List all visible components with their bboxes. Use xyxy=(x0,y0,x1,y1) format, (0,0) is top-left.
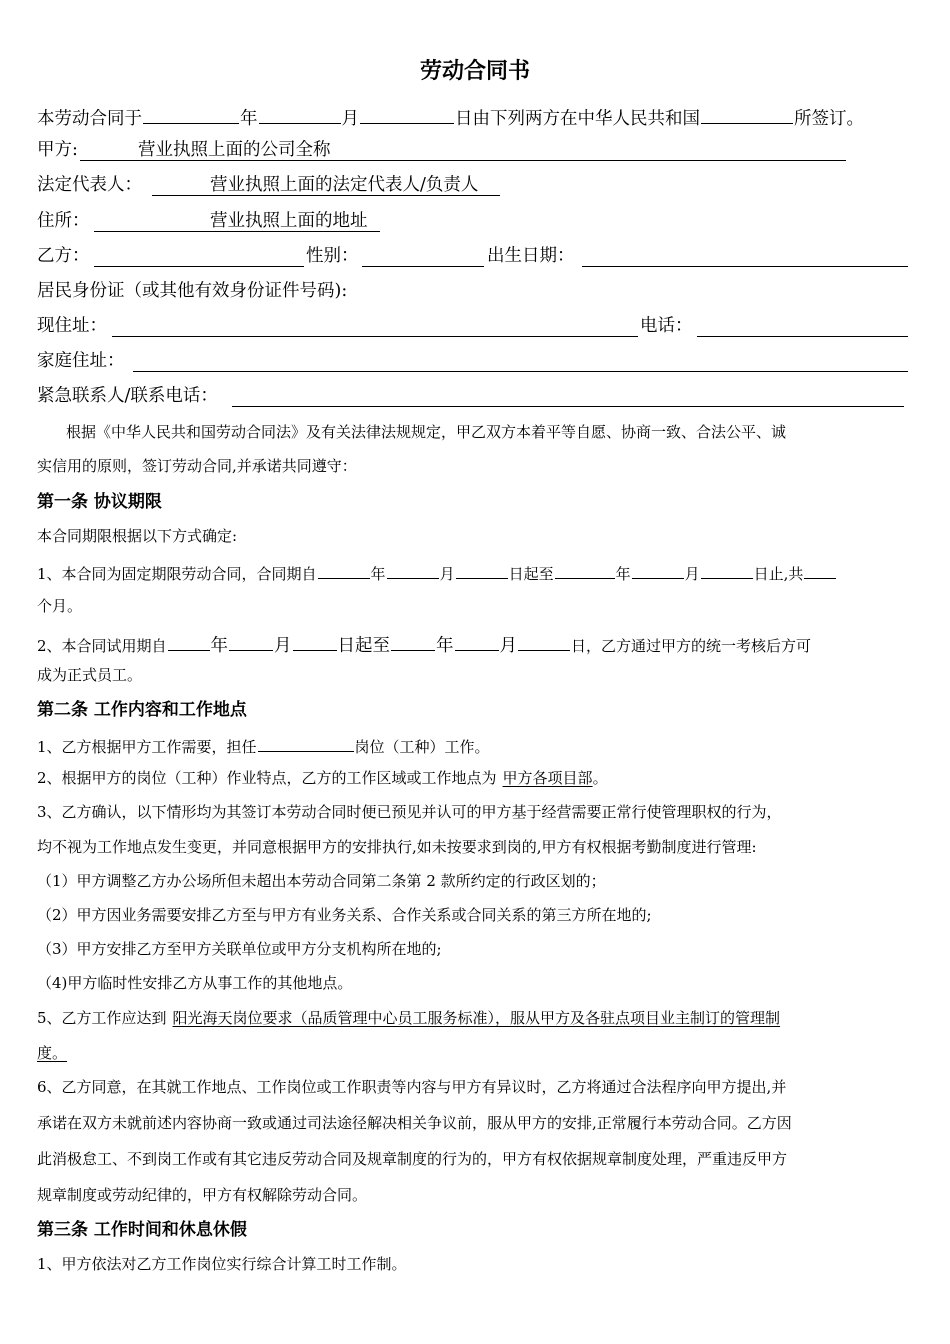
article-2-clause-6-line-3: 此消极怠工、不到岗工作或有其它违反劳动合同及规章制度的行为的，甲方有权依据规章制度处理，严重违反甲方 xyxy=(37,1150,788,1168)
article-2-clause-2: 2、根据甲方的岗位（工种）作业特点，乙方的工作区域或工作地点为 甲方各项目部。 xyxy=(37,769,608,787)
day-blank[interactable] xyxy=(360,106,454,124)
party-a-underline[interactable] xyxy=(80,160,846,161)
probation-end-year-blank[interactable] xyxy=(391,633,435,651)
service-standard-text: 阳光海天岗位要求（品质管理中心员工服务标准），服从甲方及各驻点项目业主制订的管理制 xyxy=(172,1009,781,1027)
phone-label: 电话： xyxy=(640,316,693,336)
work-location-value: 甲方各项目部 xyxy=(502,769,593,787)
party-b-label: 乙方： xyxy=(37,246,90,266)
probation-end-day-blank[interactable] xyxy=(518,633,570,651)
article-1-clause-2-end: 成为正式员工。 xyxy=(37,666,143,684)
article-2-heading: 第二条 工作内容和工作地点 xyxy=(37,700,247,720)
signing-date-line xyxy=(37,106,864,129)
article-1-intro: 本合同期限根据以下方式确定: xyxy=(37,527,238,545)
article-2-clause-5-line-1: 5、乙方工作应达到 阳光海天岗位要求（品质管理中心员工服务标准），服从甲方及各驻点项目业主制订的管理制 xyxy=(37,1009,781,1027)
article-2-clause-6-line-2: 承诺在双方未就前述内容协商一致或通过司法途径解决相关争议前，服从甲方的安排,正常履行本劳动合同。乙方因 xyxy=(37,1114,792,1132)
id-label: 居民身份证（或其他有效身份证件号码): xyxy=(37,281,348,301)
phone-blank[interactable] xyxy=(697,336,908,337)
article-1-clause-2: 2、本合同试用期自 年 月 日起至 年 月 日，乙方通过甲方的统一考核后方可 xyxy=(37,633,811,656)
article-2-clause-1: 1、乙方根据甲方工作需要，担任 岗位（工种）工作。 xyxy=(37,738,490,756)
start-day-blank[interactable] xyxy=(456,564,508,579)
probation-start-year-blank[interactable] xyxy=(168,633,210,651)
article-2-item-4: （4)甲方临时性安排乙方从事工作的其他地点。 xyxy=(37,974,353,992)
article-2-clause-6-line-1: 6、乙方同意，在其就工作地点、工作岗位或工作职责等内容与甲方有异议时，乙方将通过合法程序向甲方提出,并 xyxy=(37,1078,787,1096)
end-month-blank[interactable] xyxy=(632,564,684,579)
probation-end-month-blank[interactable] xyxy=(455,633,499,651)
current-address-blank[interactable] xyxy=(112,336,638,337)
party-a-value: 营业执照上面的公司全称 xyxy=(138,140,331,160)
position-blank[interactable] xyxy=(258,737,354,752)
birth-label: 出生日期： xyxy=(487,246,575,266)
signing-place-text: 日由下列两方在中华人民共和国 xyxy=(455,109,700,129)
intro-line-2: 实信用的原则，签订劳动合同,并承诺共同遵守： xyxy=(37,457,357,475)
month-blank[interactable] xyxy=(259,106,341,124)
start-year-blank[interactable] xyxy=(318,564,370,579)
signing-suffix: 所签订。 xyxy=(794,109,864,129)
address-underline[interactable] xyxy=(94,231,380,232)
party-a-label: 甲方: xyxy=(37,140,78,160)
year-label: 年 xyxy=(240,109,258,129)
home-address-blank[interactable] xyxy=(133,371,908,372)
start-month-blank[interactable] xyxy=(387,564,439,579)
article-1-clause-1-end: 个月。 xyxy=(37,597,83,615)
address-value: 营业执照上面的地址 xyxy=(210,211,368,231)
legal-rep-value: 营业执照上面的法定代表人/负责人 xyxy=(210,175,479,195)
current-address-label: 现住址： xyxy=(37,316,107,336)
article-3-clause-1: 1、甲方依法对乙方工作岗位实行综合计算工时工作制。 xyxy=(37,1255,407,1273)
article-2-item-3: （3）甲方安排乙方至甲方关联单位或甲方分支机构所在地的; xyxy=(37,940,442,958)
year-blank[interactable] xyxy=(143,106,239,124)
party-b-name-blank[interactable] xyxy=(94,266,304,267)
end-year-blank[interactable] xyxy=(555,564,615,579)
probation-start-month-blank[interactable] xyxy=(229,633,273,651)
legal-rep-underline[interactable] xyxy=(152,195,500,196)
probation-start-day-blank[interactable] xyxy=(293,633,337,651)
article-2-clause-5-line-2: 度。 xyxy=(37,1044,68,1062)
gender-blank[interactable] xyxy=(362,266,484,267)
place-blank[interactable] xyxy=(701,106,793,124)
document-title: 劳动合同书 xyxy=(419,59,530,84)
emergency-contact-blank[interactable] xyxy=(232,406,904,407)
gender-label: 性别： xyxy=(306,246,359,266)
end-day-blank[interactable] xyxy=(701,564,753,579)
address-label: 住所： xyxy=(37,211,90,231)
home-address-label: 家庭住址： xyxy=(37,351,125,371)
article-2-clause-6-line-4: 规章制度或劳动纪律的，甲方有权解除劳动合同。 xyxy=(37,1186,368,1204)
article-1-heading: 第一条 协议期限 xyxy=(37,492,162,512)
article-2-clause-3-line-2: 均不视为工作地点发生变更，并同意根据甲方的安排执行,如未按要求到岗的,甲方有权根据考勤制度进行管理: xyxy=(37,838,757,856)
article-1-clause-1: 1、本合同为固定期限劳动合同，合同期自 年 月 日起至 年 月 日止,共 xyxy=(37,564,837,582)
birth-blank[interactable] xyxy=(582,266,908,267)
total-months-blank[interactable] xyxy=(804,564,836,579)
signing-prefix: 本劳动合同于 xyxy=(37,109,142,129)
intro-line-1: 根据《中华人民共和国劳动合同法》及有关法律法规规定，甲乙双方本着平等自愿、协商一致、合法公平、诚 xyxy=(66,423,787,441)
emergency-contact-label: 紧急联系人/联系电话： xyxy=(37,386,218,406)
article-2-item-2: （2）甲方因业务需要安排乙方至与甲方有业务关系、合作关系或合同关系的第三方所在地的; xyxy=(37,906,652,924)
article-2-clause-3-line-1: 3、乙方确认，以下情形均为其签订本劳动合同时便已预见并认可的甲方基于经营需要正常行使管理职权的行为， xyxy=(37,803,782,821)
month-label: 月 xyxy=(341,109,359,129)
article-2-item-1: （1）甲方调整乙方办公场所但未超出本劳动合同第二条第 2 款所约定的行政区划的； xyxy=(37,872,606,890)
legal-rep-label: 法定代表人： xyxy=(37,175,142,195)
party-a-line xyxy=(37,142,78,160)
article-3-heading: 第三条 工作时间和休息休假 xyxy=(37,1220,247,1240)
